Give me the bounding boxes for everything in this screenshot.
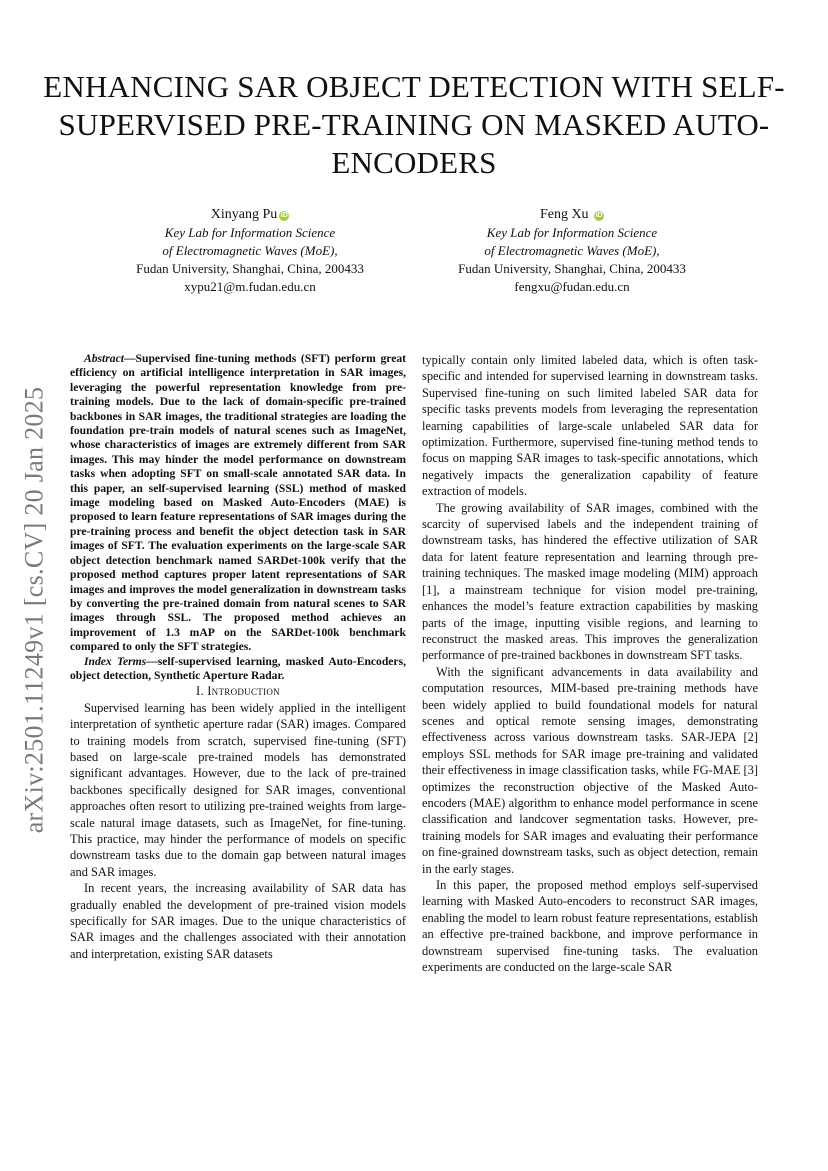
author-block-1 bbox=[100, 206, 400, 296]
author-name-line bbox=[422, 206, 722, 224]
section-title: Introduction bbox=[207, 684, 280, 699]
arxiv-identifier-stamp bbox=[14, 370, 54, 850]
arxiv-identifier-text: arXiv:2501.11249v1 [cs.CV] 20 Jan 2025 bbox=[19, 386, 49, 834]
author-name: Feng Xu bbox=[539, 207, 589, 222]
abstract-paragraph bbox=[70, 352, 406, 655]
author-email: xypu21@m.fudan.edu.cn bbox=[184, 279, 316, 294]
author-affiliation-line-2: of Electromagnetic Waves (MoE), bbox=[484, 243, 660, 258]
index-terms-text: —self-supervised learning, masked Auto-Encoders, object detection, Synthetic Aperture Radar. bbox=[70, 654, 406, 682]
author-affiliation-line-1: Key Lab for Information Science bbox=[164, 225, 336, 240]
author-affiliation-line-1: Key Lab for Information Science bbox=[486, 225, 658, 240]
orcid-icon[interactable]: iD bbox=[595, 212, 603, 219]
orcid-icon[interactable]: iD bbox=[280, 212, 288, 219]
section-heading-introduction bbox=[70, 683, 406, 699]
abstract-text: —Supervised fine-tuning methods (SFT) perform great efficiency on artificial intelligence interpretation in SAR images, leveraging the powerful representation knowledge from pre-training models. Due to the lack of domain-specific pre-trained backbones in SAR images, the traditional strategies are loading the foundation pre-train models of natural scenes such as ImageNet, whose characteristics of images are extremely different from SAR images. This may hinder the model performance on downstream tasks when adopting SFT on small-scale annotated SAR data. In this paper, an self-supervised learning (SSL) method of masked image modeling based on Masked Auto-Encoders (MAE) is proposed to learn feature representations of SAR images during the pre-training process and benefit the object detection task in SAR images of SFT. The evaluation experiments on the large-scale SAR object detection benchmark named SARDet-100k verify that the proposed method captures proper latent representations of SAR images and improves the model generalization in downstream tasks by converting the pre-trained domain from natural scenes to SAR images through SSL. The proposed method achieves an improvement of 1.3 mAP on the SARDet-100k benchmark compared to only the SFT strategies. bbox=[70, 352, 406, 654]
author-affiliation-line-3: Fudan University, Shanghai, China, 200433 bbox=[136, 261, 364, 276]
index-terms-paragraph bbox=[70, 655, 406, 684]
body-paragraph: Supervised learning has been widely applied in the intelligent interpretation of synthetic aperture radar (SAR) images. Compared to training models from scratch, supervised fine-tuning (SFT) based on large-scale pre-trained models has demonstrated significant advantages. However, due to the lack of pre-trained backbones specifically designed for SAR images, conventional approaches often resort to utilizing pre-trained weights from large-scale natural image datasets, such as ImageNet, for fine-tuning. This practice, may hinder the performance of models on specific downstream tasks due to the domain gap between natural images and SAR images. bbox=[70, 700, 406, 879]
abstract bbox=[70, 352, 406, 683]
body-paragraph: In this paper, the proposed method employs self-supervised learning with Masked Auto-encoders to reconstruct SAR images, enabling the model to learn robust feature representations, establish an effective pre-trained backbone, and improve performance in downstream supervised fine-tuning tasks. The evaluation experiments are conducted on the large-scale SAR bbox=[422, 878, 758, 975]
author-name: Xinyang Pu bbox=[210, 207, 278, 222]
paper-title: ENHANCING SAR OBJECT DETECTION WITH SELF-SUPERVISED PRE-TRAINING ON MASKED AUTO-ENCODERS bbox=[43, 69, 785, 180]
body-paragraph: With the significant advancements in data availability and computation resources, MIM-based pre-training methods have been widely applied to build foundational models for natural scenes and optical remote sensing images, demonstrating effectiveness across various downstream tasks. SAR-JEPA [2] employs SSL methods for SAR image pre-training and validated their effectiveness in image classification tasks, while FG-MAE [3] optimizes the reconstruction objective of the Masked Auto-encoders (MAE) algorithm to enhance model performance in scene classification and landcover segmentation tasks. However, pre-training models for SAR images and evaluating their performance on fine-grained downstream tasks, such as object detection, remain in the early stages. bbox=[422, 664, 758, 876]
body-paragraph: In recent years, the increasing availability of SAR data has gradually enabled the development of pre-trained vision models specifically for SAR images. Due to the unique characteristics of SAR images and the challenges associated with their annotation and interpretation, existing SAR datasets bbox=[70, 881, 406, 961]
abstract-lead: Abstract bbox=[84, 352, 124, 365]
right-column bbox=[422, 352, 758, 975]
author-block-2 bbox=[422, 206, 722, 296]
index-terms-lead: Index Terms bbox=[84, 654, 147, 668]
author-email: fengxu@fudan.edu.cn bbox=[514, 279, 630, 294]
section-number: I. bbox=[196, 684, 208, 699]
left-column bbox=[70, 352, 406, 962]
author-affiliation-line-2: of Electromagnetic Waves (MoE), bbox=[162, 243, 338, 258]
author-name-line bbox=[100, 206, 400, 224]
body-paragraph: typically contain only limited labeled data, which is often task-specific and intended for supervised learning in downstream tasks. Supervised fine-tuning on such limited labeled SAR data for specific tasks prevents models from leveraging the representation learning capabilities of large-scale unlabeled SAR data for optimization. Furthermore, supervised fine-tuning method tends to focus on mapping SAR images to task-specific annotations, which negatively impacts the generalization capability of feature extraction of models. bbox=[422, 353, 758, 499]
author-affiliation-line-3: Fudan University, Shanghai, China, 200433 bbox=[458, 261, 686, 276]
body-paragraph: The growing availability of SAR images, combined with the scarcity of supervised labels and the independent training of downstream tasks, has hindered the effective utilization of SAR data for latent feature representation and learning through pre-training techniques. The masked image modeling (MIM) approach [1], a mainstream technique for vision model pre-training, enhances the model’s feature extraction capabilities by masking parts of the image, inputting visible regions, and learning to reconstruct the masked areas. This improves the generalization performance of pre-trained backbones in downstream SFT tasks. bbox=[422, 500, 758, 663]
